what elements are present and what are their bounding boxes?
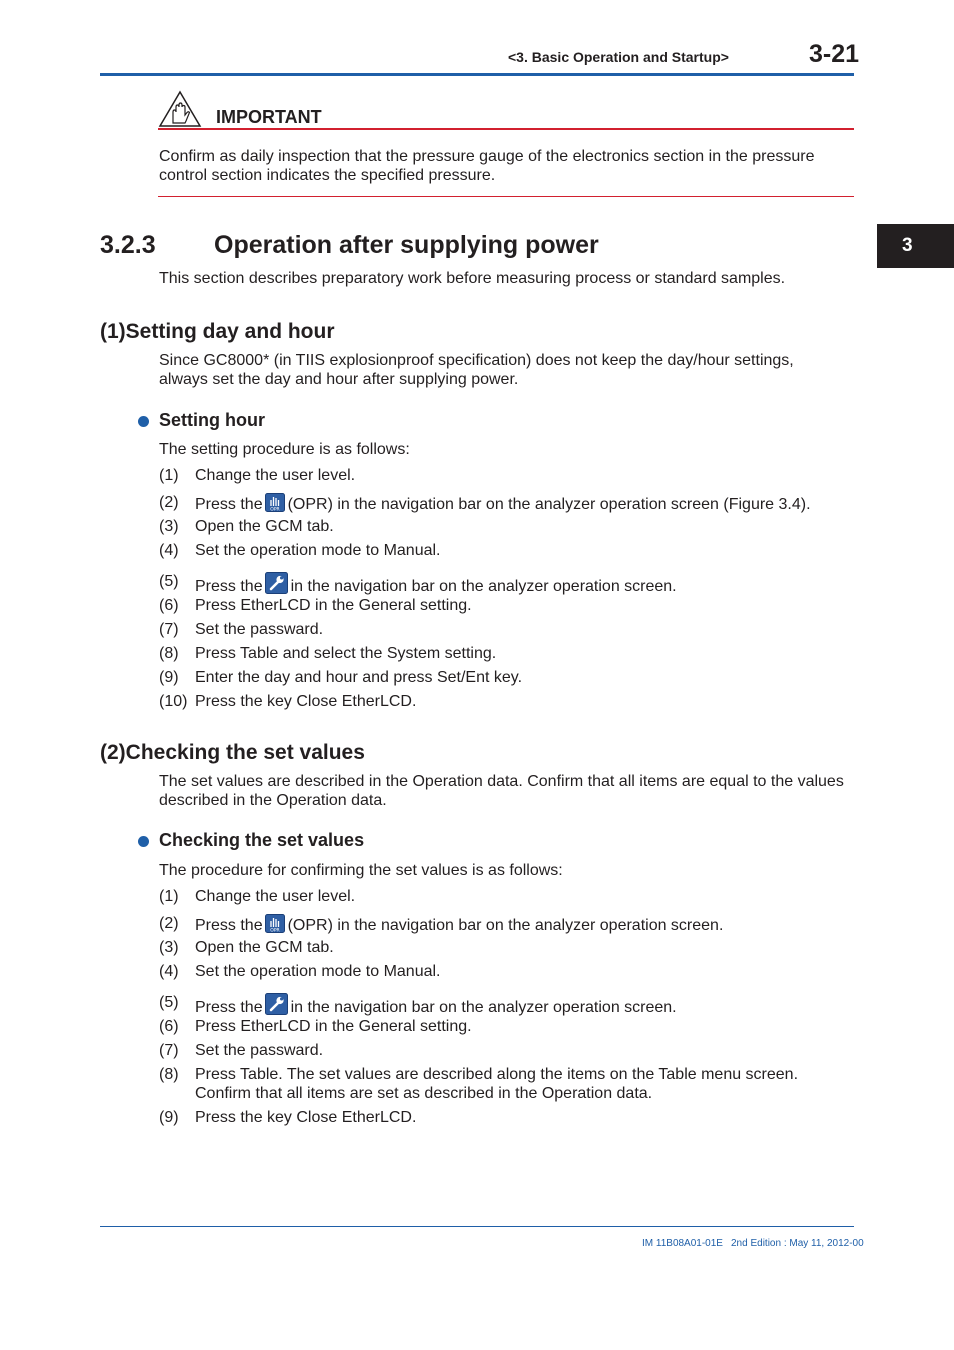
section-title xyxy=(100,231,599,260)
chapter-tab-label: 3 xyxy=(902,235,913,256)
important-top-rule xyxy=(158,128,854,130)
chapter-tab xyxy=(877,224,954,268)
subsection-title-2: (2)Checking the set values xyxy=(100,741,365,764)
part2-lead: The procedure for confirming the set values is as follows: xyxy=(159,862,563,879)
important-label: IMPORTANT xyxy=(216,107,322,127)
part1-lead: The setting procedure is as follows: xyxy=(159,441,410,458)
svg-text:OPR: OPR xyxy=(269,507,280,512)
bullet-title-checking: Checking the set values xyxy=(159,830,365,850)
footer-doc-id: IM 11B08A01-01E xyxy=(642,1238,723,1249)
part2-text-line-1: The set values are described in the Operation data. Confirm that all items are equal to the values xyxy=(159,773,844,790)
hand-warning-icon xyxy=(158,90,202,128)
important-text-line-2: control section indicates the specified pressure. xyxy=(159,167,496,184)
part1-text-line-2: always set the day and hour after supplying power. xyxy=(159,371,519,388)
opr-hand-icon xyxy=(265,493,285,517)
page-number: 3-21 xyxy=(809,40,860,68)
important-bottom-rule xyxy=(158,196,854,197)
subsection-title-1: (1)Setting day and hour xyxy=(100,320,335,343)
bullet-dot xyxy=(138,416,149,427)
part1-text-line-1: Since GC8000* (in TIIS explosionproof specification) does not keep the day/hour settings, xyxy=(159,352,794,369)
section-number: 3.2.3 xyxy=(100,231,156,259)
footer-rule xyxy=(100,1226,854,1227)
bullet-dot xyxy=(138,836,149,847)
running-header: <3. Basic Operation and Startup> xyxy=(508,49,729,65)
wrench-settings-icon xyxy=(265,993,288,1020)
opr-hand-icon xyxy=(265,914,285,938)
footer-edition: 2nd Edition : May 11, 2012-00 xyxy=(731,1238,864,1249)
section-title-text: Operation after supplying power xyxy=(214,231,599,259)
section-intro: This section describes preparatory work before measuring process or standard samples. xyxy=(159,270,786,287)
bullet-title-setting-hour: Setting hour xyxy=(159,410,265,430)
wrench-settings-icon xyxy=(265,572,288,599)
part2-text-line-2: described in the Operation data. xyxy=(159,792,387,809)
important-text-line-1: Confirm as daily inspection that the pressure gauge of the electronics section in the pressure xyxy=(159,148,815,165)
svg-text:OPR: OPR xyxy=(269,928,280,933)
header-rule xyxy=(100,73,854,76)
